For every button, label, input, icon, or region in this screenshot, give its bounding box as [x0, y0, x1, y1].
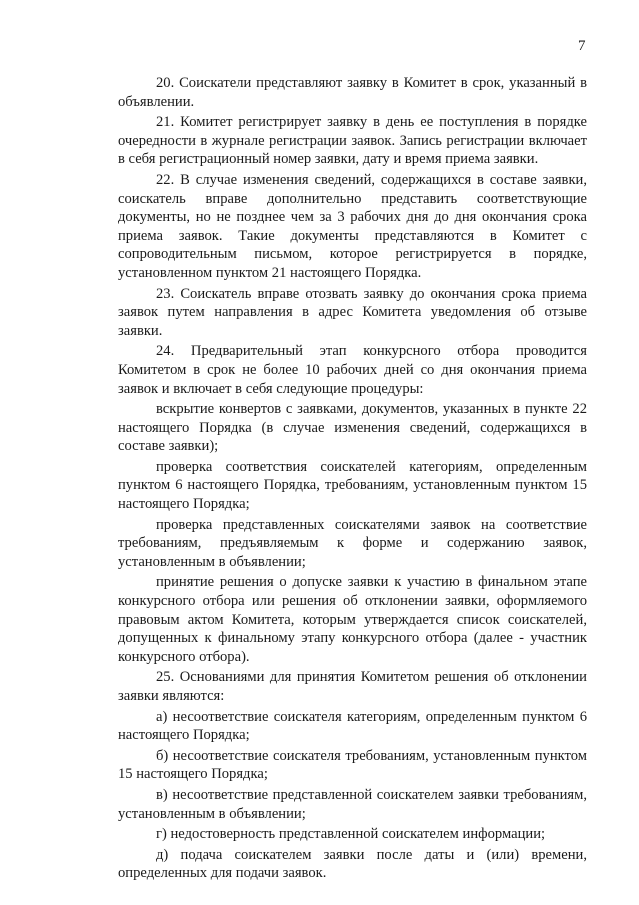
rejection-ground-item: в) несоответствие представленной соискателем заявки требованиям, установленным в объявлении;: [118, 786, 587, 822]
procedure-item: проверка соответствия соискателей категориям, определенным пунктом 6 настоящего Порядка, требованиям, установленным пунктом 15 настоящего Порядка;: [118, 458, 587, 513]
procedure-item: принятие решения о допуске заявки к участию в финальном этапе конкурсного отбора или решения об отклонении заявки, оформляемого правовым актом Комитета, которым утверждается список соискателей, допущенных к финальному этапу конкурсного отбора (далее - участник конкурсного отбора).: [118, 574, 587, 665]
procedure-item: вскрытие конвертов с заявками, документов, указанных в пункте 22 настоящего Порядка (в случае изменения сведений, содержащихся в составе заявки);: [118, 401, 587, 455]
rejection-ground-item: б) несоответствие соискателя требованиям, установленным пунктом 15 настоящего Порядка;: [118, 747, 587, 783]
paragraph-20: 20. Соискатели представляют заявку в Комитет в срок, указанный в объявлении.: [118, 75, 587, 110]
document-body: [118, 74, 587, 883]
page-number: 7: [578, 38, 586, 54]
procedure-item: проверка представленных соискателями заявок на соответствие требованиям, предъявляемым к форме и содержанию заявок, установленным в объявлении;: [118, 516, 587, 570]
paragraph-21: 21. Комитет регистрирует заявку в день ее поступления в порядке очередности в журнале регистрации заявок. Запись регистрации включает в себя регистрационный номер заявки, дату и время приема заявки.: [118, 114, 587, 168]
paragraph-22: 22. В случае изменения сведений, содержащихся в составе заявки, соискатель вправе дополнительно представить соответствующие документы, но не позднее чем за 3 рабочих дня до дня окончания срока приема заявок. Такие документы представляются в Комитет с сопроводительным письмом, которое регистрируется в порядке, установленном пунктом 21 настоящего Порядка.: [118, 171, 587, 281]
paragraph-24: 24. Предварительный этап конкурсного отбора проводится Комитетом в срок не более 10 рабочих дней со дня окончания приема заявок и включает в себя следующие процедуры:: [118, 343, 587, 397]
paragraph-23: 23. Соискатель вправе отозвать заявку до окончания срока приема заявок путем направления в адрес Комитета уведомления об отзыве заявки.: [118, 285, 587, 339]
rejection-ground-item: д) подача соискателем заявки после даты и (или) времени, определенных для подачи заявок.: [118, 846, 587, 882]
rejection-ground-item: а) несоответствие соискателя категориям, определенным пунктом 6 настоящего Порядка;: [118, 708, 587, 744]
rejection-ground-item: г) недостоверность представленной соискателем информации;: [156, 826, 546, 843]
paragraph-25: 25. Основаниями для принятия Комитетом решения об отклонении заявки являются:: [118, 669, 587, 704]
